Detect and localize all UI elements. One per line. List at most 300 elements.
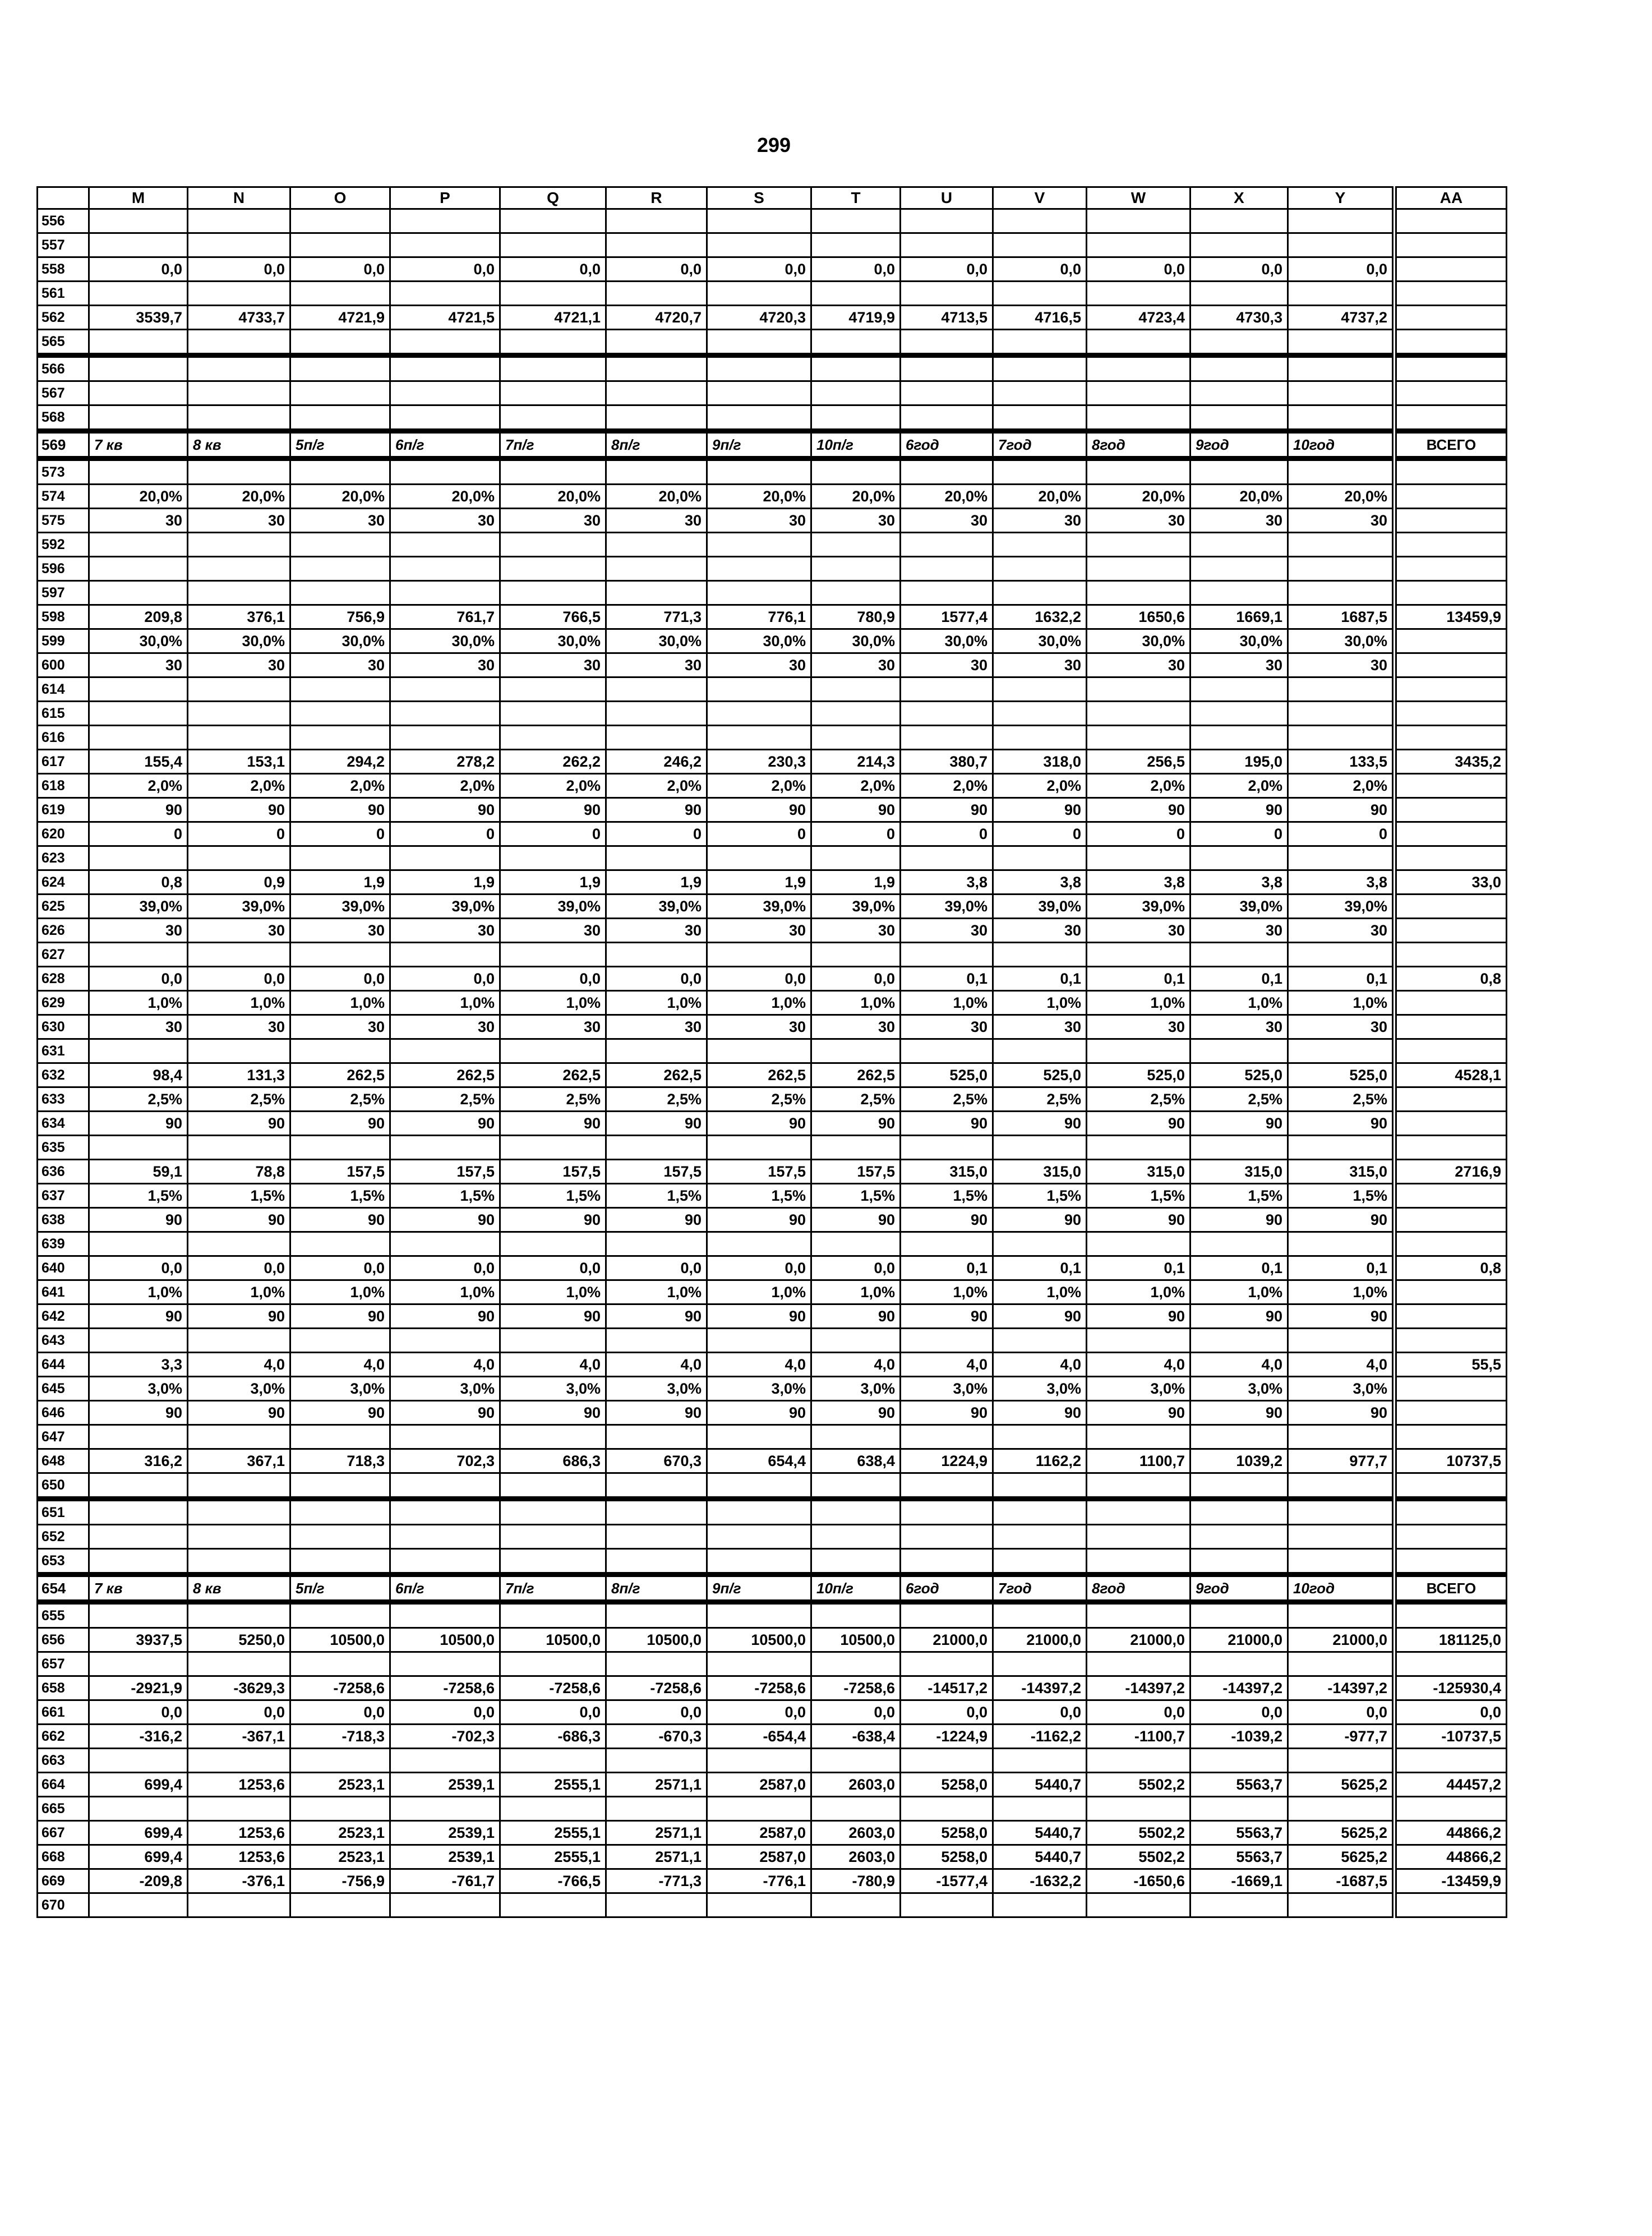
cell	[1087, 1425, 1190, 1449]
cell: 5440,7	[993, 1845, 1087, 1869]
cell: 262,5	[606, 1063, 707, 1087]
cell: 6год	[901, 431, 993, 459]
cell: -10737,5	[1395, 1725, 1507, 1749]
cell: 10500,0	[290, 1628, 390, 1652]
row-number: 565	[38, 330, 89, 356]
row-number: 568	[38, 405, 89, 431]
period-header-row	[38, 431, 1507, 459]
cell: 30	[1288, 1015, 1395, 1039]
cell	[901, 1652, 993, 1676]
cell: 90	[707, 1112, 811, 1136]
cell: 2,0%	[89, 774, 188, 798]
cell	[1395, 726, 1507, 750]
cell: 90	[188, 798, 290, 822]
row-number: 616	[38, 726, 89, 750]
table-row	[38, 282, 1507, 306]
cell	[89, 405, 188, 431]
cell	[188, 1232, 290, 1256]
cell: 20,0%	[707, 485, 811, 509]
column-header-r: R	[606, 187, 707, 209]
cell: 2,5%	[1190, 1087, 1288, 1112]
cell: 21000,0	[1288, 1628, 1395, 1652]
cell: 4730,3	[1190, 306, 1288, 330]
cell: 20,0%	[1190, 485, 1288, 509]
cell: 90	[290, 1208, 390, 1232]
cell	[89, 677, 188, 702]
row-number: 573	[38, 459, 89, 485]
cell	[500, 356, 606, 381]
cell: 30	[500, 1015, 606, 1039]
row-number: 644	[38, 1353, 89, 1377]
cell	[606, 1473, 707, 1499]
cell: 0,0	[606, 1256, 707, 1280]
cell: 90	[901, 1304, 993, 1329]
table-row	[38, 509, 1507, 533]
cell: 2523,1	[290, 1821, 390, 1845]
cell: 262,2	[500, 750, 606, 774]
table-row	[38, 1749, 1507, 1773]
cell	[1288, 1473, 1395, 1499]
row-number: 658	[38, 1676, 89, 1700]
table-row	[38, 330, 1507, 356]
cell: 30	[390, 653, 500, 677]
cell: 3,8	[993, 870, 1087, 895]
cell: 1100,7	[1087, 1449, 1190, 1473]
cell	[1395, 1377, 1507, 1401]
cell	[1190, 282, 1288, 306]
cell: 2587,0	[707, 1773, 811, 1797]
cell: 1632,2	[993, 605, 1087, 629]
cell	[606, 381, 707, 405]
cell: -756,9	[290, 1869, 390, 1893]
cell: 3,8	[1190, 870, 1288, 895]
cell: 0,0	[811, 1700, 901, 1725]
cell: 30	[606, 509, 707, 533]
cell	[901, 1749, 993, 1773]
cell	[290, 1749, 390, 1773]
cell	[707, 356, 811, 381]
table-row	[38, 943, 1507, 967]
cell	[89, 1329, 188, 1353]
cell	[89, 581, 188, 605]
cell: 2,0%	[1288, 774, 1395, 798]
cell	[606, 557, 707, 581]
cell: 3,0%	[390, 1377, 500, 1401]
cell: 30,0%	[1087, 629, 1190, 653]
cell: 157,5	[707, 1160, 811, 1184]
row-number: 656	[38, 1628, 89, 1652]
cell: -7258,6	[290, 1676, 390, 1700]
cell	[188, 702, 290, 726]
cell: 256,5	[1087, 750, 1190, 774]
cell	[89, 1039, 188, 1063]
cell	[707, 1499, 811, 1525]
cell: 8п/г	[606, 431, 707, 459]
cell	[89, 1525, 188, 1549]
table-row	[38, 1112, 1507, 1136]
cell: 2,0%	[811, 774, 901, 798]
cell: 90	[290, 1112, 390, 1136]
table-row	[38, 1676, 1507, 1700]
cell: 780,9	[811, 605, 901, 629]
cell	[500, 330, 606, 356]
cell: 90	[901, 1112, 993, 1136]
cell	[390, 330, 500, 356]
cell: 30	[290, 653, 390, 677]
cell: 90	[89, 1401, 188, 1425]
cell	[1395, 257, 1507, 282]
cell	[811, 209, 901, 233]
cell	[500, 1893, 606, 1917]
column-header-s: S	[707, 187, 811, 209]
cell: 39,0%	[390, 895, 500, 919]
cell: -638,4	[811, 1725, 901, 1749]
cell: 3937,5	[89, 1628, 188, 1652]
cell	[1288, 1749, 1395, 1773]
cell: 90	[390, 1304, 500, 1329]
cell: 702,3	[390, 1449, 500, 1473]
cell	[500, 943, 606, 967]
cell	[290, 459, 390, 485]
cell	[993, 1525, 1087, 1549]
cell	[811, 677, 901, 702]
cell: 1,9	[606, 870, 707, 895]
cell	[290, 233, 390, 257]
cell: 0,1	[1190, 967, 1288, 991]
cell	[901, 1425, 993, 1449]
cell	[290, 1602, 390, 1628]
cell: 90	[290, 798, 390, 822]
cell: 30,0%	[188, 629, 290, 653]
cell: 2,5%	[390, 1087, 500, 1112]
cell	[390, 1425, 500, 1449]
cell: 30	[1288, 653, 1395, 677]
cell: 0,9	[188, 870, 290, 895]
cell	[290, 1329, 390, 1353]
cell	[290, 405, 390, 431]
cell	[606, 1602, 707, 1628]
cell	[188, 1329, 290, 1353]
cell	[1087, 702, 1190, 726]
cell	[390, 726, 500, 750]
row-number: 670	[38, 1893, 89, 1917]
cell	[188, 726, 290, 750]
cell: 8 кв	[188, 431, 290, 459]
cell	[606, 533, 707, 557]
table-row	[38, 1725, 1507, 1749]
cell	[1190, 1473, 1288, 1499]
cell: 90	[1087, 1401, 1190, 1425]
cell: 2587,0	[707, 1845, 811, 1869]
cell: 1669,1	[1190, 605, 1288, 629]
cell: -1632,2	[993, 1869, 1087, 1893]
column-header-p: P	[390, 187, 500, 209]
cell: 1,0%	[606, 1280, 707, 1304]
table-row	[38, 1329, 1507, 1353]
cell	[993, 282, 1087, 306]
cell	[1087, 1549, 1190, 1575]
row-number: 653	[38, 1549, 89, 1575]
cell: 0	[390, 822, 500, 846]
cell	[1190, 356, 1288, 381]
row-number: 557	[38, 233, 89, 257]
cell	[1288, 1039, 1395, 1063]
cell: 0,0	[290, 967, 390, 991]
cell: 0,0	[811, 967, 901, 991]
cell: 1,9	[707, 870, 811, 895]
cell	[1087, 405, 1190, 431]
cell: 4723,4	[1087, 306, 1190, 330]
table-row	[38, 533, 1507, 557]
cell	[1395, 1112, 1507, 1136]
cell	[993, 702, 1087, 726]
cell: 0,0	[1087, 1700, 1190, 1725]
cell: 90	[1288, 1208, 1395, 1232]
cell: 1,0%	[901, 991, 993, 1015]
cell	[1087, 459, 1190, 485]
cell	[1288, 282, 1395, 306]
cell	[1087, 1749, 1190, 1773]
cell	[1288, 1232, 1395, 1256]
cell: 7год	[993, 1575, 1087, 1602]
cell	[993, 1425, 1087, 1449]
cell	[1288, 1602, 1395, 1628]
cell: 761,7	[390, 605, 500, 629]
cell	[1395, 919, 1507, 943]
cell	[500, 1549, 606, 1575]
cell	[1288, 459, 1395, 485]
cell	[901, 1473, 993, 1499]
cell: 1,0%	[1190, 1280, 1288, 1304]
cell: 90	[901, 798, 993, 822]
row-number: 617	[38, 750, 89, 774]
cell	[901, 1136, 993, 1160]
cell	[811, 1652, 901, 1676]
cell	[707, 282, 811, 306]
cell	[1087, 1329, 1190, 1353]
cell: 2555,1	[500, 1773, 606, 1797]
cell	[707, 1602, 811, 1628]
cell	[1395, 1652, 1507, 1676]
cell: 10500,0	[606, 1628, 707, 1652]
cell	[1395, 774, 1507, 798]
cell	[1395, 1525, 1507, 1549]
cell	[89, 1549, 188, 1575]
cell	[1395, 702, 1507, 726]
row-number: 620	[38, 822, 89, 846]
cell: -670,3	[606, 1725, 707, 1749]
cell: 0	[606, 822, 707, 846]
cell: 2603,0	[811, 1845, 901, 1869]
cell: 181125,0	[1395, 1628, 1507, 1652]
cell: -761,7	[390, 1869, 500, 1893]
cell	[811, 943, 901, 967]
cell: 2,5%	[290, 1087, 390, 1112]
row-number: 596	[38, 557, 89, 581]
cell	[811, 1136, 901, 1160]
cell: 30	[1087, 653, 1190, 677]
cell: 262,5	[390, 1063, 500, 1087]
cell	[1395, 798, 1507, 822]
cell: 5502,2	[1087, 1773, 1190, 1797]
cell: 1,5%	[390, 1184, 500, 1208]
cell: 90	[390, 798, 500, 822]
cell: 30	[89, 653, 188, 677]
cell: 30	[707, 509, 811, 533]
cell: -1162,2	[993, 1725, 1087, 1749]
cell: 0,0	[707, 1256, 811, 1280]
cell	[1395, 557, 1507, 581]
cell: 315,0	[993, 1160, 1087, 1184]
cell	[188, 1473, 290, 1499]
cell	[290, 1232, 390, 1256]
cell	[1087, 381, 1190, 405]
cell	[500, 405, 606, 431]
row-number: 567	[38, 381, 89, 405]
cell: 1,5%	[606, 1184, 707, 1208]
cell: 2555,1	[500, 1845, 606, 1869]
table-row	[38, 1256, 1507, 1280]
cell: 8год	[1087, 1575, 1190, 1602]
table-row	[38, 1280, 1507, 1304]
cell: 2539,1	[390, 1773, 500, 1797]
column-header-y: Y	[1288, 187, 1395, 209]
cell: 5440,7	[993, 1773, 1087, 1797]
cell	[188, 943, 290, 967]
cell: 30	[901, 1015, 993, 1039]
cell: 3,0%	[290, 1377, 390, 1401]
cell: -14397,2	[1288, 1676, 1395, 1700]
table-row	[38, 895, 1507, 919]
cell	[606, 846, 707, 870]
cell	[500, 233, 606, 257]
cell: 30	[606, 1015, 707, 1039]
cell: 1,5%	[901, 1184, 993, 1208]
cell: 10год	[1288, 431, 1395, 459]
cell: 33,0	[1395, 870, 1507, 895]
cell: 5625,2	[1288, 1845, 1395, 1869]
table-row	[38, 846, 1507, 870]
cell	[901, 233, 993, 257]
cell	[1087, 581, 1190, 605]
cell	[1288, 233, 1395, 257]
cell	[1288, 405, 1395, 431]
cell: 90	[811, 1208, 901, 1232]
cell	[1288, 846, 1395, 870]
cell: 90	[993, 1208, 1087, 1232]
cell: 1,5%	[1087, 1184, 1190, 1208]
cell	[606, 581, 707, 605]
cell: 0,1	[901, 967, 993, 991]
cell: 21000,0	[993, 1628, 1087, 1652]
cell	[89, 381, 188, 405]
cell: 3539,7	[89, 306, 188, 330]
cell: 30	[188, 919, 290, 943]
cell: 699,4	[89, 1845, 188, 1869]
table-row	[38, 750, 1507, 774]
cell	[500, 1425, 606, 1449]
row-number: 640	[38, 1256, 89, 1280]
cell: 699,4	[89, 1821, 188, 1845]
table-row	[38, 485, 1507, 509]
page-number: 299	[756, 133, 791, 156]
cell	[390, 1473, 500, 1499]
cell	[993, 1549, 1087, 1575]
cell: 90	[811, 798, 901, 822]
cell: 10год	[1288, 1575, 1395, 1602]
cell	[1087, 356, 1190, 381]
cell	[707, 1329, 811, 1353]
cell: 1,0%	[901, 1280, 993, 1304]
cell	[1395, 1184, 1507, 1208]
cell: 0,0	[1288, 1700, 1395, 1725]
cell: 0,0	[390, 967, 500, 991]
cell	[811, 1893, 901, 1917]
cell: 30	[188, 509, 290, 533]
cell: 0	[901, 822, 993, 846]
cell: 90	[1288, 1304, 1395, 1329]
cell	[707, 1425, 811, 1449]
cell	[89, 1425, 188, 1449]
cell: 0,1	[1087, 967, 1190, 991]
cell: 1,5%	[707, 1184, 811, 1208]
row-number: 633	[38, 1087, 89, 1112]
cell: 1,0%	[1288, 1280, 1395, 1304]
cell	[188, 1425, 290, 1449]
column-header-m: M	[89, 187, 188, 209]
cell: 7п/г	[500, 431, 606, 459]
cell: 5440,7	[993, 1821, 1087, 1845]
cell: 3,0%	[811, 1377, 901, 1401]
cell: 30	[901, 919, 993, 943]
cell: 6п/г	[390, 431, 500, 459]
cell	[1395, 943, 1507, 967]
cell	[1087, 1652, 1190, 1676]
cell: 380,7	[901, 750, 993, 774]
cell: 0,0	[1087, 257, 1190, 282]
cell: 90	[1190, 1112, 1288, 1136]
cell: 30	[811, 509, 901, 533]
cell: 98,4	[89, 1063, 188, 1087]
cell	[1395, 1425, 1507, 1449]
row-number: 652	[38, 1525, 89, 1549]
cell: 59,1	[89, 1160, 188, 1184]
table-row	[38, 726, 1507, 750]
cell: 0,1	[993, 967, 1087, 991]
cell: 10500,0	[707, 1628, 811, 1652]
cell: 5502,2	[1087, 1821, 1190, 1845]
cell: 638,4	[811, 1449, 901, 1473]
row-number: 628	[38, 967, 89, 991]
cell: 30	[188, 1015, 290, 1039]
cell: 30	[390, 1015, 500, 1039]
cell: -376,1	[188, 1869, 290, 1893]
row-number: 636	[38, 1160, 89, 1184]
cell	[811, 330, 901, 356]
row-number: 624	[38, 870, 89, 895]
cell	[707, 1652, 811, 1676]
cell: 2,0%	[1190, 774, 1288, 798]
cell: -780,9	[811, 1869, 901, 1893]
cell: 262,5	[290, 1063, 390, 1087]
cell: -654,4	[707, 1725, 811, 1749]
cell	[606, 1893, 707, 1917]
cell: 316,2	[89, 1449, 188, 1473]
cell: 4,0	[811, 1353, 901, 1377]
table-row	[38, 233, 1507, 257]
cell: 90	[707, 1208, 811, 1232]
row-number: 647	[38, 1425, 89, 1449]
